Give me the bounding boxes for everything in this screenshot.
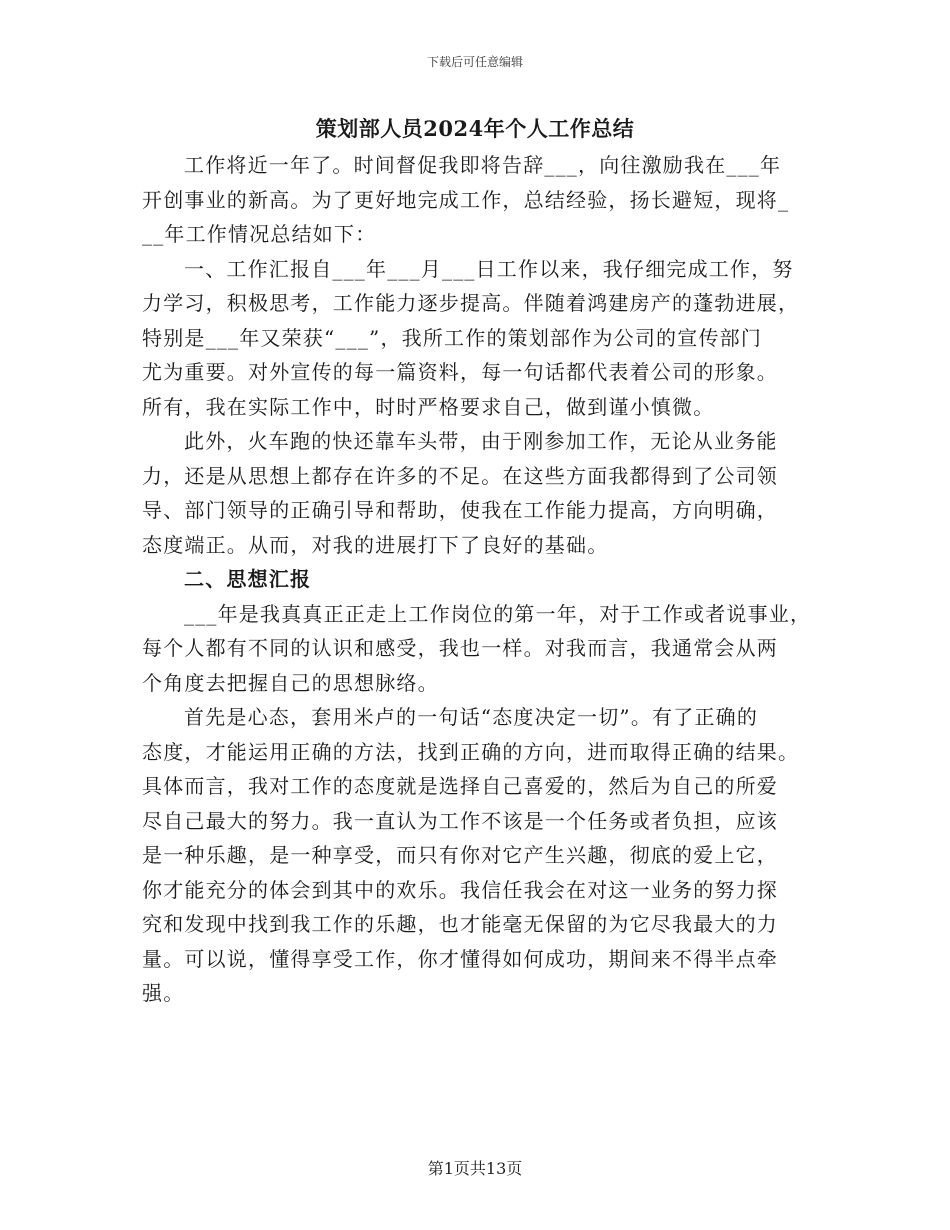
text-line: 个角度去把握自己的思想脉络。 — [142, 670, 439, 695]
document-body — [142, 148, 822, 1011]
text-line: 是一种乐趣，是一种享受，而只有你对它产生兴趣，彻底的爱上它， — [142, 843, 778, 867]
text-line: 尤为重要。对外宣传的每一篇资料，每一句话都代表着公司的形象。 — [142, 360, 778, 384]
text-line: 力学习，积极思考，工作能力逐步提高。伴随着鸿建房产的蓬勃进展， — [142, 291, 800, 315]
text-line: 首先是心态，套用米卢的一句话“态度决定一切”。有了正确的 — [184, 705, 759, 729]
text-line: 特别是___年又荣获“___”，我所工作的策划部作为公司的宣传部门 — [142, 325, 763, 350]
text-line: 尽自己最大的努力。我一直认为工作不该是一个任务或者负担，应该 — [142, 808, 778, 833]
text-line: 究和发现中找到我工作的乐趣，也才能毫无保留的为它尽我最大的力 — [142, 912, 778, 936]
text-line: 所有，我在实际工作中，时时严格要求自己，做到谨小慎微。 — [142, 394, 715, 419]
text-line: 你才能充分的体会到其中的欢乐。我信任我会在对这一业务的努力探 — [142, 877, 778, 902]
text-line: 开创事业的新高。为了更好地完成工作，总结经验，扬长避短，现将_ — [142, 187, 790, 212]
section-heading: 二、思想汇报 — [184, 567, 312, 591]
text-line: 每个人都有不同的认识和感受，我也一样。对我而言，我通常会从两 — [142, 636, 778, 660]
document-title: 策划部人员2024年个人工作总结 — [315, 116, 635, 141]
text-line: 强。 — [142, 981, 185, 1005]
text-line: 导、部门领导的正确引导和帮助，使我在工作能力提高，方向明确， — [142, 498, 778, 522]
text-line: ___年是我真真正正走上工作岗位的第一年，对于工作或者说事业， — [184, 601, 812, 626]
text-line: 一、工作汇报自___年___月___日工作以来，我仔细完成工作，努 — [184, 256, 794, 281]
text-line: 此外，火车跑的快还靠车头带，由于刚参加工作，无论从业务能 — [184, 429, 778, 453]
page-footer: 第1页共13页 — [427, 1159, 523, 1178]
text-line: 具体而言，我对工作的态度就是选择自己喜爱的，然后为自己的所爱 — [142, 774, 778, 798]
text-line: 量。可以说，懂得享受工作，你才懂得如何成功，期间来不得半点牵 — [142, 946, 778, 971]
header-note: 下载后可任意编辑 — [426, 55, 523, 69]
text-line: 态度端正。从而，对我的进展打下了良好的基础。 — [142, 532, 609, 557]
text-line: 态度，才能运用正确的方法，找到正确的方向，进而取得正确的结果。 — [142, 739, 800, 764]
text-line: 工作将近一年了。时间督促我即将告辞___，向往激励我在___年 — [184, 153, 782, 177]
text-line: 力，还是从思想上都存在许多的不足。在这些方面我都得到了公司领 — [142, 463, 778, 488]
text-line: __年工作情况总结如下： — [142, 222, 377, 246]
